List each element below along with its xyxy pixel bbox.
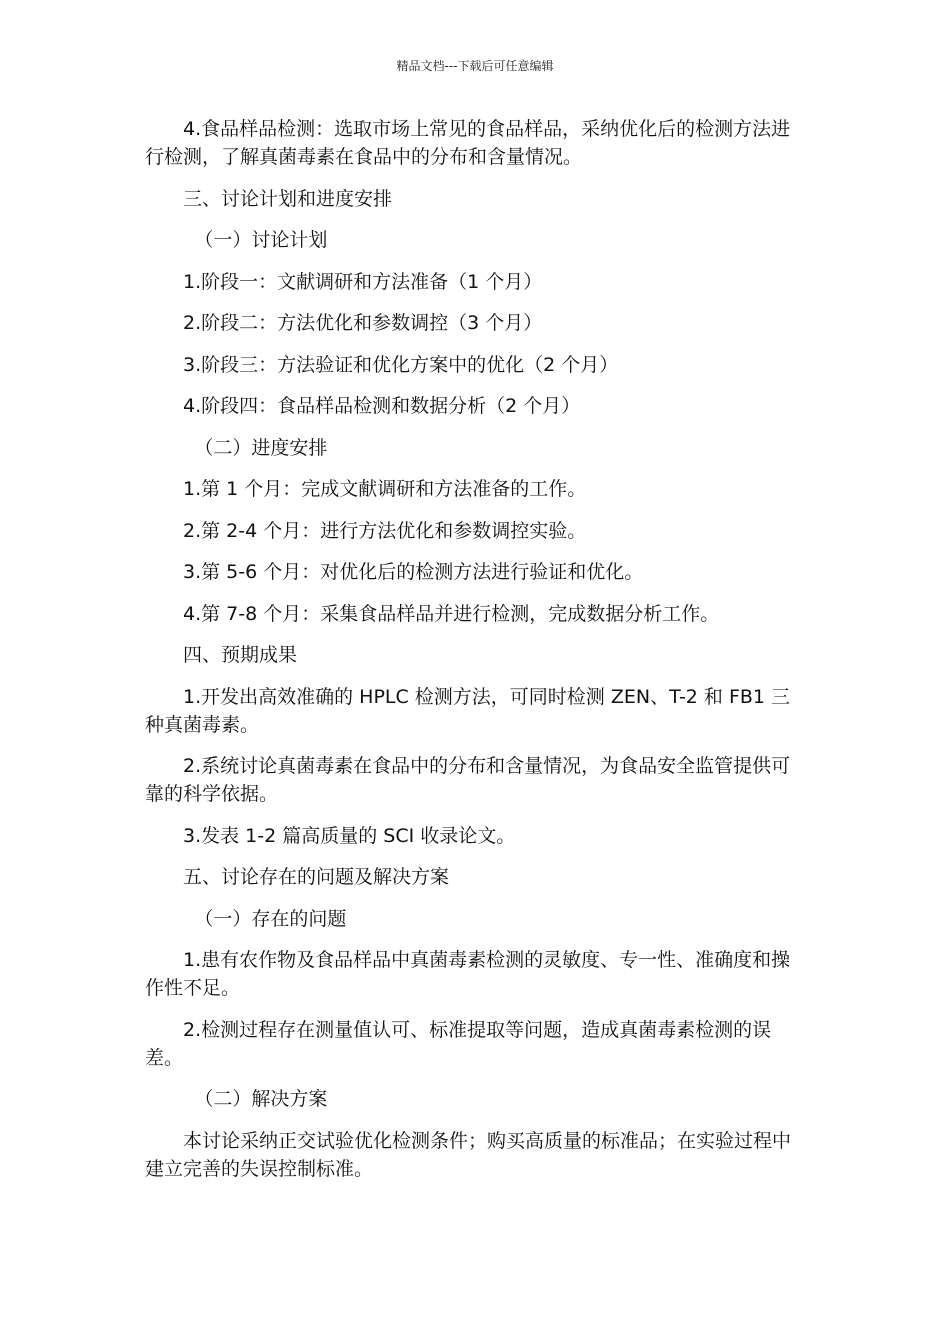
section-heading: 三、讨论计划和进度安排 bbox=[183, 187, 393, 210]
section-heading: 四、预期成果 bbox=[183, 644, 298, 666]
section-heading: 五、讨论存在的问题及解决方案 bbox=[183, 866, 450, 888]
paragraph: 3.发表 1-2 篇高质量的 SCI 收录论文。 bbox=[183, 824, 516, 847]
paragraph: 2.检测过程存在测量值认可、标准提取等问题，造成真菌毒素检测的误差。 bbox=[145, 1018, 772, 1069]
paragraph: 1.阶段一：文献调研和方法准备（1 个月） bbox=[183, 270, 543, 293]
paragraph: 4.第 7-8 个月：采集食品样品并进行检测，完成数据分析工作。 bbox=[183, 602, 720, 625]
paragraph: 3.阶段三：方法验证和优化方案中的优化（2 个月） bbox=[183, 353, 619, 376]
paragraph: 1.第 1 个月：完成文献调研和方法准备的工作。 bbox=[183, 478, 587, 500]
page-header: 精品文档---下载后可任意编辑 bbox=[396, 59, 554, 73]
paragraph: 2.系统讨论真菌毒素在食品中的分布和含量情况，为食品安全监管提供可靠的科学依据。 bbox=[145, 755, 791, 805]
paragraph: 1.开发出高效准确的 HPLC 检测方法，可同时检测 ZEN、T-2 和 FB1 三种真菌毒素。 bbox=[145, 685, 791, 736]
paragraph: 1.患有农作物及食品样品中真菌毒素检测的灵敏度、专一性、准确度和操作性不足。 bbox=[145, 949, 791, 999]
subsection-heading: （一）讨论计划 bbox=[194, 229, 328, 251]
subsection-heading: （二）进度安排 bbox=[194, 436, 328, 459]
subsection-heading: （一）存在的问题 bbox=[194, 907, 347, 930]
paragraph: 3.第 5-6 个月：对优化后的检测方法进行验证和优化。 bbox=[183, 561, 644, 583]
document-body bbox=[145, 115, 795, 1196]
paragraph: 4.食品样品检测：选取市场上常见的食品样品，采纳优化后的检测方法进行检测，了解真菌毒素在食品中的分布和含量情况。 bbox=[145, 118, 791, 168]
paragraph: 本讨论采纳正交试验优化检测条件；购买高质量的标准品；在实验过程中建立完善的失误控制标准。 bbox=[145, 1129, 792, 1180]
subsection-heading: （二）解决方案 bbox=[194, 1088, 328, 1110]
paragraph: 2.阶段二：方法优化和参数调控（3 个月） bbox=[183, 312, 543, 334]
paragraph: 4.阶段四：食品样品检测和数据分析（2 个月） bbox=[183, 395, 581, 417]
paragraph: 2.第 2-4 个月：进行方法优化和参数调控实验。 bbox=[183, 519, 587, 542]
